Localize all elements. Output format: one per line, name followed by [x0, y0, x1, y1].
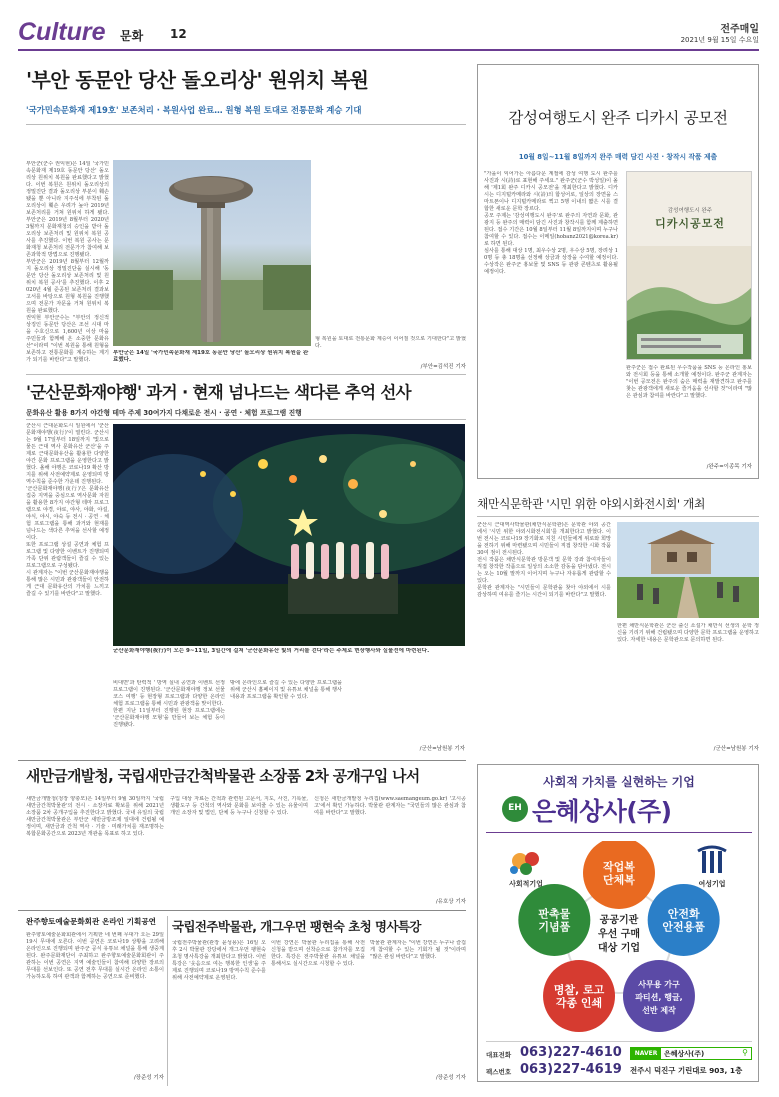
ad-company-name: 은혜상사(주)	[532, 797, 672, 826]
ad-address: 전주시 덕진구 기린대로 903, 1층	[630, 1066, 743, 1075]
a6-poster-art	[627, 246, 752, 360]
a1-para-1: 부안군(군수 권익현)은 14일 '국가민속문화재 제19호 동문안 당산' 돌오리상 원위치 복원을 완료했다고 밝혔다. 이번 복원은 원위치 돌오리상의 정밀진단 결과 돌오리상 부분이 훼손됐을 뿐 아니라 지주석에 부착된 돌오리상이 훼손 우려가 높아 2019년 보존처리를 거쳐 원위치 하게 됐다. 부안군은 2019년 8월부터 2020년 3월까지 문화재청의 승인을 받아 돌오리상 보존처리 및 원위치 복원 공사를 추진했다. 이번 복원 공사는 문화재청 보존처리 전문가가 참여해 보존과학적 방법으로 진행됐다.	[26, 161, 109, 258]
a5-para-1: 국립전주박물관(관장 윤성용)은 16일 오후 2시 박물관 강당에서 개그우먼 팽현숙 초청 명사특강을 개최한다고 밝혔다. 이번 특강은 '웃음으로 여는 행복한 인생'을 주제로 진행되며 코로나19 방역수칙 준수를 위해 사전예약제로 운영된다.	[172, 940, 266, 981]
a6-para-1: "가을이 익어가는 아름다운 계절에 감성 여행 도시 완주를 사진과 시(詩)로 표현해 주세요." 완주군(군수 박성일)이 올해 '제1회 완주 디카시 공모전'을 개최한다고 밝혔다. 디카시는 디지털카메라와 시(詩)의 합성어로, 일상의 장면을 스마트폰이나 디지털카메라로 찍고 5행 이내의 짧은 시를 결합한 새로운 문학 장르다.	[484, 171, 618, 212]
issue-date: 2021년 9월 15일 수요일	[680, 36, 759, 44]
a2-para-3: 또한 프로그램 상설 공연과 체험 프로그램 및 다양한 이벤트가 진행되며 가족 단위 관람객들이 즐길 수 있는 프로그램으로 구성됐다.	[26, 542, 109, 569]
service-petal-1-line-1: 작업복	[603, 860, 635, 874]
a2-subhead: 문화유산 활용 8가지 야간형 테마 주제 30여가지 다채로운 전시 · 공연 · 체험 프로그램 진행	[26, 409, 302, 417]
service-petal-3-line-3: 선반 제작	[642, 1006, 676, 1016]
a7-column-2	[617, 623, 759, 743]
service-petal-3-line-2: 파티션, 행글,	[635, 993, 683, 1003]
a2-headline: '군산문화재야행' 과거 · 현재 넘나드는 색다른 추억 선사	[26, 383, 411, 402]
a7-rule	[477, 516, 759, 517]
women-enterprise-label: 여성기업	[698, 880, 726, 888]
a5-column-2	[271, 940, 365, 1080]
service-petal-5-line-1: 판촉물	[538, 907, 571, 921]
service-petal-2-line-1: 안전화	[667, 907, 700, 921]
a4-headline: 완주향토예술문화회관 온라인 기획공연	[26, 917, 156, 926]
service-petal-5-line-2: 기념품	[538, 920, 571, 934]
a6-poster	[626, 171, 752, 360]
a7-para-1: 군산시 근대역사박물관(채만식문학관)은 문학관 야외 공간에서 '시민 위한 야외시화전시회'를 개최한다고 밝혔다. 이번 전시는 코로나19 장기화로 지친 시민들에게 위로와 희망을 전하기 위해 마련됐으며 시민들이 직접 창작한 시화 작품 30여 점이 전시된다.	[477, 522, 611, 556]
a4-byline: /장준성 기자	[133, 1075, 164, 1081]
a1-column-1	[26, 161, 109, 367]
a2-column-3	[230, 680, 342, 752]
ad-fax-label: 팩스번호	[486, 1068, 512, 1076]
a2-byline: /군산=남원봉 기자	[419, 746, 465, 752]
section-title-en: Culture	[18, 18, 106, 46]
naver-label: NAVER	[631, 1048, 661, 1059]
a2-para-5: 비대면'과 탄력적 ' 방역 실내 공연과 이벤트 선정 프로그램이 진행된다. '군산문화재야행 정보 선물 코스 여행' 등 현장형 프로그램과 다양한 온라인 체험 프로그램을 통해 시민과 관광객을 맞이한다.	[113, 680, 225, 707]
a1-photo	[113, 160, 311, 346]
a3-para-3: 신청은 새만금개발청 누리집(www.saemangeum.go.kr) '고시공고'에서 확인 가능하다. 박물관 관계자는 "국민들의 많은 관심과 참여를 바란다"고 말했다.	[314, 796, 466, 816]
a7-column-1	[477, 522, 611, 754]
a6-byline: /완주=이종목 기자	[706, 464, 752, 470]
page-number: 12	[170, 27, 187, 41]
a2-para-1: 군산시 근대문화도시 일원에서 '군산문화재야행(夜行)'이 열린다. 군산시는 9월 17일부터 18일까지 '빛으로 물든 근대 역사 문화유산 군산'을 주제로 근대문화유산을 활용한 다양한 야간 문화 프로그램을 운영한다고 밝혔다. 올해 야행은 코로나19 확산 방지를 위해 사전예약제로 운영되며 방역수칙을 준수한 가운데 진행된다.	[26, 423, 109, 485]
a2-photo	[113, 424, 465, 646]
ad-slogan: 사회적 가치를 실현하는 기업	[543, 775, 695, 789]
a2-para-2: '군산문화재야행(夜行)'은 문화유산 집중 지역을 중심으로 역사문화 자원을 활용한 8가지 야간형 테마 프로그램으로 야경, 야로, 야사, 야화, 야설, 야식, 야시, 야숙 등 전시 · 공연 · 체험 프로그램을 통해 과거와 현재를 넘나드는 색다른 추억을 선사할 예정이다.	[26, 486, 109, 541]
a3-column-3	[314, 796, 466, 896]
social-enterprise-label: 사회적기업	[509, 880, 543, 888]
a6-column-1	[484, 171, 618, 460]
a6-poster-label: 감성여행도시 완주	[667, 208, 713, 214]
a3-para-2: 구입 대상 자료는 간척과 관련된 고문서, 지도, 사진, 기록물, 생활도구 등 간척의 역사와 문화를 보여줄 수 있는 유물이며 개인 소장자 및 법인, 단체 등 누구나 신청할 수 있다.	[170, 796, 308, 816]
a7-byline: /군산=남원봉 기자	[713, 746, 759, 752]
a1-para-4: 형 복원을 토대로 전통문화 계승이 이어질 것으로 기대한다"고 밝혔다.	[315, 336, 466, 349]
a3-byline: /유호상 기자	[435, 899, 466, 905]
a6-para-4: 완주군은 접수 완료된 우수작품을 SNS 등 온라인 홍보와 전시회 등을 통해 소개할 예정이다. 완주군 관계자는 "이번 공모전은 완주의 숨은 매력을 재발견하고 완주를 찾는 관광객에게 새로운 즐거움을 선사할 것"이라며 "많은 관심과 참여를 바란다"고 말했다.	[626, 365, 752, 399]
a4-divider	[167, 916, 168, 1086]
a6-para-3: 심사를 통해 대상 1명, 최우수상 2명, 우수상 5명, 장려상 10명 등 총 18명을 선정해 상금과 상장을 수여할 예정이다. 수상작은 완주군 홍보물 및 SNS 등 관광 콘텐츠로 활용될 예정이다.	[484, 248, 618, 275]
a5-para-2: 이번 강연은 박물관 누리집을 통해 사전 신청을 받으며 선착순으로 참가자를 모집한다. 특강은 전주박물관 유튜브 채널을 통해서도 실시간으로 시청할 수 있다.	[271, 940, 365, 967]
a7-para-3: 문학관 관계자는 "시민들이 문학관을 찾아 야외에서 시를 감상하며 여유를 즐기는 시간이 되기를 바란다"고 말했다.	[477, 585, 611, 598]
a3-bottom-rule	[18, 910, 466, 911]
a6-headline: 감성여행도시 완주 디카시 공모전	[508, 109, 728, 127]
a2-column-4	[347, 680, 465, 742]
a6-para-2: 공모 주제는 '감성여행도시 완주'로 완주의 자연과 문화, 관광지 등 완주의 매력이 담긴 사진과 창작시를 함께 제출하면 된다. 접수 기간은 10월 8일부터 11월 8일까지이며 누구나 참여할 수 있다. 접수는 이메일(hobanz2021@korea.kr)로 하면 된다.	[484, 213, 618, 247]
a3-top-rule	[18, 760, 466, 761]
service-petal-2-line-2: 안전용품	[662, 920, 705, 934]
ad-logo-mark	[502, 796, 528, 822]
a3-headline: 새만금개발청, 국립새만금간척박물관 소장품 2차 공개구입 나서	[26, 768, 420, 785]
a2-column-2	[113, 680, 225, 752]
service-petal-1-line-2: 단체복	[603, 873, 635, 887]
a6-poster-title: 디카시공모전	[655, 217, 725, 230]
a1-para-2: 부안군은 2019년 8월부터 12월까지 돌오리상 정밀진단을 실시해 '동문안 당산 돌오리상 보존처리 및 원위치 복원 공사'를 추진했다. 이후 2020년 4월 준공된 보존처리 결과보고서를 바탕으로 원형 복원을 진행했으며 전문가 자문을 거쳐 원위치 복원을 완료했다.	[26, 259, 109, 314]
a1-rule	[26, 124, 466, 125]
center-line-3: 대상 기업	[597, 943, 641, 954]
a2-rule	[26, 419, 466, 420]
a3-column-2	[170, 796, 308, 904]
a1-bottom-rule	[26, 374, 466, 375]
service-petal-4-line-2: 각종 인쇄	[555, 996, 603, 1010]
naver-search-text: 은혜상사(주)	[664, 1050, 705, 1058]
ad-logo-text: EH	[508, 803, 522, 813]
a1-photo-art	[113, 160, 311, 346]
a2-para-7: 밖에 온라인으로 즐길 수 있는 다양한 프로그램을 위해 군산시 홈페이지 및 유튜브 채널을 통해 행사 내용과 프로그램을 확인할 수 있다.	[230, 680, 342, 700]
a7-photo-art	[617, 522, 759, 618]
a1-byline: /부안=김석진 기자	[420, 364, 466, 370]
a6-column-2	[626, 365, 752, 460]
a1-para-3: 권익현 부안군수는 "부안의 정신적 상징인 동문안 당산은 조선 시대 마을 수호신으로 1,600년 이상 마을 주민들과 함께해 온 소중한 문화유산"이라며 "이번 복원을 통해 원형을 보존하고 전통문화를 계승하는 계기가 되기를 바란다"고 말했다.	[26, 315, 109, 363]
center-line-2: 우선 구매	[597, 929, 641, 940]
a7-headline: 채만식문학관 '시민 위한 야외시화전시회' 개최	[477, 497, 706, 511]
center-line-1: 공공기관	[599, 915, 639, 926]
a4-para-1: 완주향토예술문화회관에서 기획한 네 번째 무대가 오는 29일 19시 무대에 오른다. 이번 공연은 코로나19 상황을 고려해 온라인으로 진행되며 완주군 공식 유튜브 채널을 통해 생중계된다. 완주문화재단이 주최하고 완주향토예술문화회관이 주관하는 이번 공연은 지역 예술인들이 참여해 다양한 장르의 무대를 선보인다. 또 공연 전후 무대를 실시간 온라인 소통이 가능하도록 하여 관객과 함께하는 공연으로 준비했다.	[26, 932, 164, 980]
a2-column-1	[26, 423, 109, 753]
a5-byline: /장준성 기자	[435, 1075, 466, 1081]
a4-column	[26, 932, 164, 1082]
section-title-kr: 문화	[120, 29, 144, 43]
header-rule	[18, 49, 759, 51]
a1-photo-caption: 부안군은 14일 '국가민속문화재 제19호 동문안 당산' 돌오리상 원위치 복원을 완료했다.	[113, 350, 309, 363]
ad-box	[477, 764, 759, 1082]
ad-fax: 063)227-4619	[520, 1062, 622, 1077]
a7-para-4: 한편 채만식문학관은 군산 출신 소설가 채만식 선생의 문학 정신을 기리기 위해 건립됐으며 다양한 문학 프로그램을 운영하고 있다. 자세한 내용은 문학관으로 문의하면 된다.	[617, 623, 759, 643]
ad-footer-rule	[486, 1041, 752, 1042]
a2-photo-art	[113, 424, 465, 646]
a2-photo-caption: 군산문화재야행(夜行)이 오는 9~11일, 3일간에 걸쳐 '군산문화유산 빛의 거리를 걷다'라는 주제로 현장행사와 실물전에 마련된다.	[113, 648, 430, 654]
ad-divider	[486, 832, 752, 833]
a2-para-6: 한편 지난 11일부터 진행된 현장 프로그램에는 '군산문화재야행 모형'을 만들어 보는 체험 등이 진행됐다.	[113, 708, 225, 728]
ad-tel-label: 대표전화	[486, 1051, 512, 1059]
a6-subhead: 10월 8일~11월 8일까지 완주 매력 담긴 사진 · 창작시 작품 제출	[518, 153, 718, 161]
a2-para-4: 시 관계자는 "이번 군산문화재야행을 통해 많은 시민과 관광객들이 안전하게 근대 문화유산의 가치를 느끼고 즐길 수 있기를 바란다"고 말했다.	[26, 570, 109, 597]
a3-para-1: 새만금개발청(청장 양충모)은 14일부터 9월 30일까지 '국립새만금간척박물관'의 전시 · 소장자료 확보를 위해 2021년 소장품 2차 공개구입을 추진한다고 밝혔다. 국내 유일의 국립새만금간척박물관은 부안군 새만금방조제 일대에 건립될 예정이며, 새만금과 간척 역사 · 기술 · 미래가치를 재조명하는 복합문화공간으로 2023년 개관을 목표로 하고 있다.	[26, 796, 164, 837]
masthead	[18, 18, 759, 48]
a5-headline: 국립전주박물관, 개그우먼 팽현숙 초청 명사특강	[172, 919, 421, 934]
a1-subhead: '국가민속문화재 제19호' 보존처리 · 복원사업 완료… 원형 복원 토대로 전통문화 계승 기대	[26, 105, 362, 115]
a7-para-2: 전시 작품은 채만식문학관 방문객 및 문학 강좌 참여자들이 직접 창작한 작품으로 일상의 소소한 감동을 담아냈다. 전시는 오는 10월 말까지 이어지며 누구나 자유롭게 관람할 수 있다.	[477, 557, 611, 584]
naver-search-box[interactable]	[630, 1047, 752, 1060]
ad-center-text	[574, 914, 664, 956]
a5-column-1	[172, 940, 266, 1080]
service-petal-3-line-1: 사무용 가구	[638, 980, 680, 990]
service-petal-4-line-1: 명찰, 로고	[553, 983, 605, 997]
a7-photo	[617, 522, 759, 618]
a5-para-3: 박물관 관계자는 "이번 강연은 누구나 즐겁게 참여할 수 있는 기회가 될 것"이라며 "많은 관심 바란다"고 말했다.	[370, 940, 466, 960]
a1-headline: '부안 동문안 당산 돌오리상' 원위치 복원	[26, 68, 369, 92]
a5-column-3	[370, 940, 466, 1068]
ad-tel: 063)227-4610	[520, 1045, 622, 1060]
paper-name: 전주매일	[720, 24, 759, 35]
a3-column-1	[26, 796, 164, 904]
search-icon: ⚲	[742, 1048, 748, 1057]
